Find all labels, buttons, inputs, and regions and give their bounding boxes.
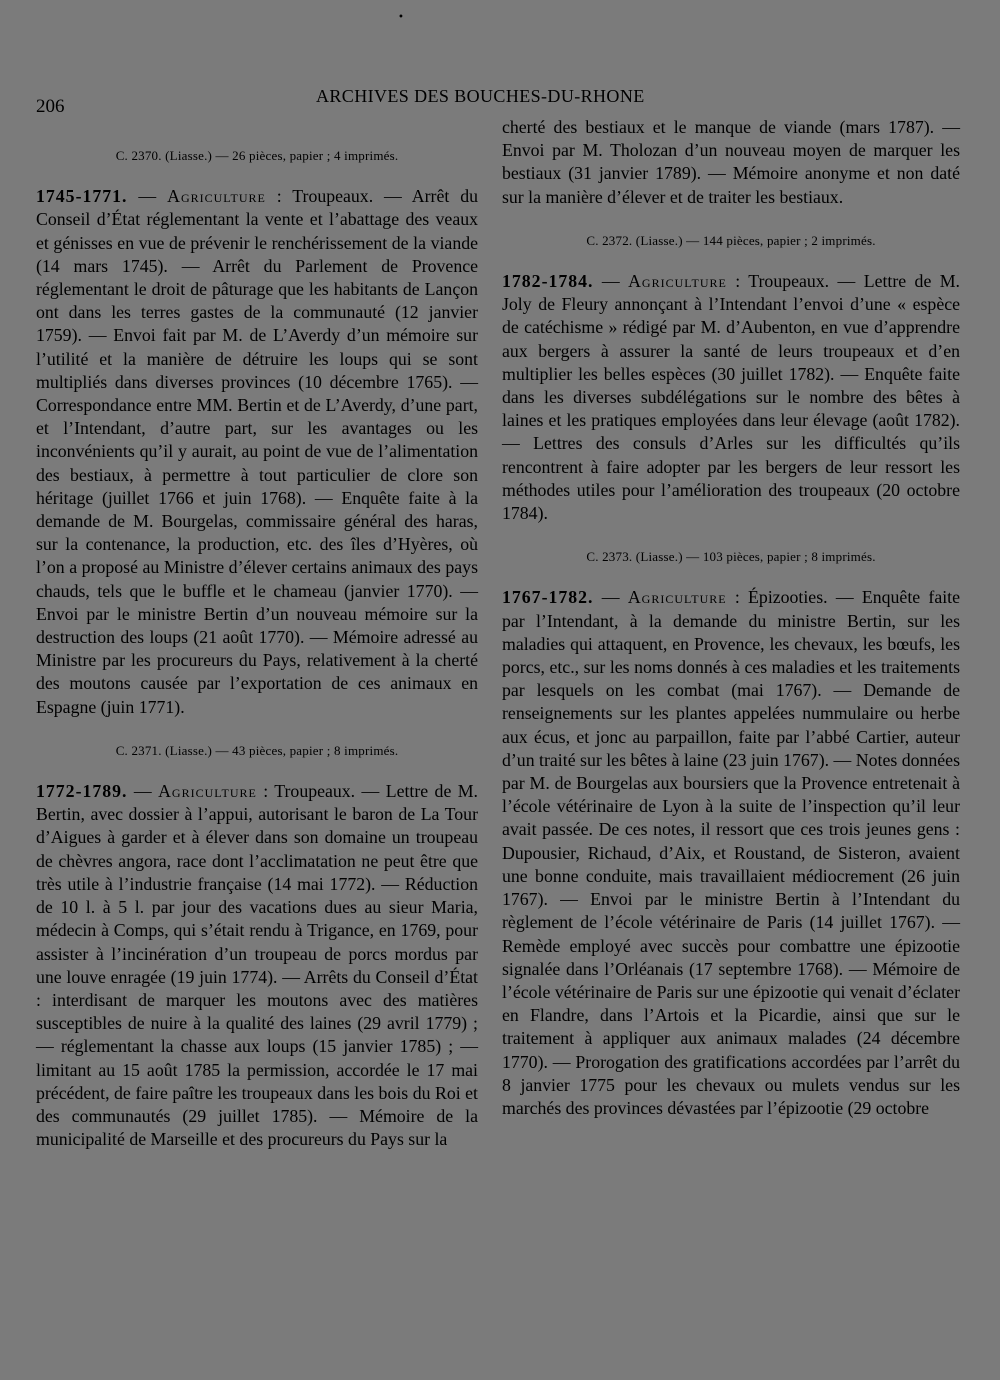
entry-date: 1767-1782. [502,587,594,608]
entry-subject: Agriculture [628,271,727,292]
entry-text: : Troupeaux. — Lettre de M. Joly de Fleury annonçant à l’Intendant l’envoi d’une « espèce de catéchisme » rédigé par M. d’Aubenton, en vue d’apprendre aux bergers à assurer la santé de leurs troupeaux et d’en multiplier les belles espèces (30 juillet 1782). — Enquête faite dans les diverses subdélégations sur le nombre des bêtes à laines et les pratiques employées dans leur élevage (août 1782). — Lettres des consuls d’Arles sur les difficultés qu’ils rencontrent à faire adopter par les bergers de leur ressort les méthodes utiles pour l’amélioration des troupeaux (20 octobre 1784). [502,271,960,524]
entry-date: 1782-1784. [502,271,594,292]
right-column [502,116,960,1120]
page-number: 206 [36,96,65,117]
entry-subject: Agriculture [158,781,257,802]
entry-c2371: 1772-1789. — Agriculture : Troupeaux. — Lettre de M. Bertin, avec dossier à l’appui, autorisant le baron de La Tour d’Aigues à garder et à élever dans son domaine un troupeau de chèvres angora, race dont l’acclimatation ne peut être que très utile à l’industrie française (14 mai 1772). — Réduction de 10 l. à 5 l. par jour des vacations dues au sieur Maria, médecin à Comps, qui s’était rendu à Trigance, en 1769, pour assister à l’incinération d’un troupeau de porcs mordus par une louve enragée (19 juin 1774). — Arrêts du Conseil d’État : interdisant de marquer les moutons avec des matières susceptibles de nuire à la qualité des laines (29 avril 1779) ; — réglementant la chasse aux loups (15 janvier 1785) ; — limitant au 15 août 1785 la permission, accordée le 17 mai précédent, de faire paître les troupeaux dans les bois du Roi et des communautés (29 juillet 1785). — Mémoire de la municipalité de Marseille et des procureurs du Pays sur la [36,781,478,1150]
entry-subject: Agriculture [167,186,266,207]
entry-c2371-continuation: cherté des bestiaux et le manque de viande (mars 1787). — Envoi par M. Tholozan d’un nouveau moyen de marquer les bestiaux (31 janvier 1789). — Mémoire anonyme et non daté sur la manière d’élever et de traiter les bestiaux. [502,117,960,207]
archive-reference-c2370: C. 2370. (Liasse.) — 26 pièces, papier ; 4 imprimés. [115,148,399,163]
entry-subject: Agriculture [627,587,727,608]
entry-text: : Épizooties. — Enquête faite par l’Intendant, à la demande du ministre Bertin, sur les maladies qui attaquent, en Provence, les chevaux, les bœufs, les porcs, etc., sur les noms donnés à ces maladies et les traitements par lesquels on les combat (mai 1767). — Demande de renseignements sur les plantes appelées nummulaire ou herbe aux écus, et jonc au parpaillon, faite par l’abbé Cartier, auteur d’un traité sur les bêtes à laine (23 juin 1767). — Notes données par M. de Bourgelas aux boursiers que la Provence entretenait à l’école vétérinaire de Lyon à la suite de l’inspection qu’il leur avait passée. De ces notes, il ressort que ces trois jeunes gens : Dupousier, Richaud, d’Aix, et Roustand, de Sisteron, avaient une bonne conduite, mais travaillaient médiocrement (26 juin 1767). — Envoi par le ministre Bertin à l’Intendant du règlement de l’école vétérinaire de Paris (14 juillet 1767). — Remède employé avec succès pour combattre une épizootie signalée dans l’Orléanais (17 septembre 1768). — Mémoire de l’école vétérinaire de Paris sur une épizootie qui venait d’éclater en Flandre, dans l’Artois et la Picardie, ainsi que sur le traitement à appliquer aux animaux malades (24 décembre 1770). — Prorogation des gratifications accordées par l’arrêt du 8 janvier 1775 pour les chevaux ou mulets vendus sur les marchés des provinces dévastées par l’épizootie (29 octobre [502,587,961,1118]
archive-reference-c2373: C. 2373. (Liasse.) — 103 pièces, papier ; 8 imprimés. [586,549,876,565]
entry-c2373: 1767-1782. — Agriculture : Épizooties. — Enquête faite par l’Intendant, à la demande du ministre Bertin, sur les maladies qui attaquent, en Provence, les chevaux, les bœufs, les porcs, etc., sur les noms donnés à ces maladies et les traitements par lesquels on les combat (mai 1767). — Demande de renseignements sur les plantes appelées nummulaire ou herbe aux écus, et jonc au parpaillon, faite par l’abbé Cartier, auteur d’un traité sur les bêtes à laine (23 juin 1767). — Notes données par M. de Bourgelas aux boursiers que la Provence entretenait à l’école vétérinaire de Lyon à la suite de l’inspection qu’il leur avait passée. De ces notes, il ressort que ces trois jeunes gens : Dupousier, Richaud, d’Aix, et Roustand, de Sisteron, avaient une bonne conduite, mais travaillaient médiocrement (26 juin 1767). — Envoi par le ministre Bertin à l’Intendant du règlement de l’école vétérinaire de Paris (14 juillet 1767). — Remède employé avec succès pour combattre une épizootie signalée dans l’Orléanais (17 septembre 1768). — Mémoire de l’école vétérinaire de Paris sur une épizootie qui venait d’éclater en Flandre, dans l’Artois et la Picardie, ainsi que sur le traitement à appliquer aux animaux malades (24 décembre 1770). — Prorogation des gratifications accordées par l’arrêt du 8 janvier 1775 pour les chevaux ou mulets vendus sur les marchés des provinces dévastées par l’épizootie (29 octobre [502,587,961,1118]
entry-date: 1772-1789. [36,781,128,802]
entry-date: 1745-1771. [36,186,128,207]
archive-reference-c2372: C. 2372. (Liasse.) — 144 pièces, papier ; 2 imprimés. [586,232,876,248]
running-title: ARCHIVES DES BOUCHES-DU-RHONE [316,86,645,106]
left-column [36,116,478,1151]
entry-c2372: 1782-1784. — Agriculture : Troupeaux. — Lettre de M. Joly de Fleury annonçant à l’Intendant l’envoi d’une « espèce de catéchisme » rédigé par M. d’Aubenton, en vue d’apprendre aux bergers à assurer la santé de leurs troupeaux et d’en multiplier les belles espèces (30 juillet 1782). — Enquête faite dans les diverses subdélégations sur le nombre des bêtes à laines et les pratiques employées dans leur élevage (août 1782). — Lettres des consuls d’Arles sur les difficultés qu’ils rencontrent à faire adopter par les bergers de leur ressort les méthodes utiles pour l’amélioration des troupeaux (20 octobre 1784). [502,271,960,524]
top-speck: • [398,12,404,23]
entry-text: : Troupeaux. — Lettre de M. Bertin, avec dossier à l’appui, autorisant le baron de La Tour d’Aigues à garder et à élever dans son domaine un troupeau de chèvres angora, race dont l’acclimatation ne peut être que très utile à l’industrie française (14 mai 1772). — Réduction de 10 l. à 5 l. par jour des vacations dues au sieur Maria, médecin à Comps, qui s’était rendu à Trigance, en 1769, pour assister à l’incinération d’un troupeau de porcs mordus par une louve enragée (19 juin 1774). — Arrêts du Conseil d’État : interdisant de marquer les moutons avec des matières susceptibles de nuire à la qualité des laines (29 avril 1779) ; — réglementant la chasse aux loups (15 janvier 1785) ; — limitant au 15 août 1785 la permission, accordée le 17 mai précédent, de faire paître les troupeaux dans les bois du Roi et des communautés (29 juillet 1785). — Mémoire de la municipalité de Marseille et des procureurs du Pays sur la [36,781,478,1150]
archive-reference-c2371: C. 2371. (Liasse.) — 43 pièces, papier ; 8 imprimés. [115,742,399,758]
entry-text: : Troupeaux. — Arrêt du Conseil d’État réglementant la vente et l’abattage des veaux et génisses en vue de prévenir le renchérissement de la viande (14 mars 1745). — Arrêt du Parlement de Provence réglementant le droit de pâturage que les habitants de Lançon ont dans les terres gastes de la communauté (12 janvier 1759). — Envoi fait par M. de L’Averdy d’un mémoire sur l’utilité et la manière de détruire les loups qui se sont multipliés dans diverses provinces (10 décembre 1765). — Correspondance entre MM. Bertin et de L’Averdy, d’une part, et l’Intendant, d’autre part, sur les avantages ou les inconvénients qu’il y aurait, au point de vue de l’alimentation des bestiaux, à permettre à tout particulier de clore son héritage (juillet 1766 et juin 1768). — Enquête faite à la demande de M. Bourgelas, commissaire général des haras, sur la contenance, la production, etc. des îles d’Hyères, où l’on a proposé au Ministre d’élever certains animaux des pays chauds, tels que le buffle et le chameau (janvier 1770). — Envoi par le ministre Bertin d’un nouveau mémoire sur la destruction des loups (21 août 1770). — Mémoire adressé au Ministre par les procureurs du Pays, relativement à la cherté des moutons causée par l’exportation de ces animaux en Espagne (juin 1771). [36,186,478,717]
entry-c2370: 1745-1771. — Agriculture : Troupeaux. — Arrêt du Conseil d’État réglementant la vente et l’abattage des veaux et génisses en vue de prévenir le renchérissement de la viande (14 mars 1745). — Arrêt du Parlement de Provence réglementant le droit de pâturage que les habitants de Lançon ont dans les terres gastes de la communauté (12 janvier 1759). — Envoi fait par M. de L’Averdy d’un mémoire sur l’utilité et la manière de détruire les loups qui se sont multipliés dans diverses provinces (10 décembre 1765). — Correspondance entre MM. Bertin et de L’Averdy, d’une part, et l’Intendant, d’autre part, sur les avantages ou les inconvénients qu’il y aurait, au point de vue de l’alimentation des bestiaux, à permettre à tout particulier de clore son héritage (juillet 1766 et juin 1768). — Enquête faite à la demande de M. Bourgelas, commissaire général des haras, sur la contenance, la production, etc. des îles d’Hyères, où l’on a proposé au Ministre d’élever certains animaux des pays chauds, tels que le buffle et le chameau (janvier 1770). — Envoi par le ministre Bertin d’un nouveau mémoire sur la destruction des loups (21 août 1770). — Mémoire adressé au Ministre par les procureurs du Pays, relativement à la cherté des moutons causée par l’exportation de ces animaux en Espagne (juin 1771). [36,186,478,717]
